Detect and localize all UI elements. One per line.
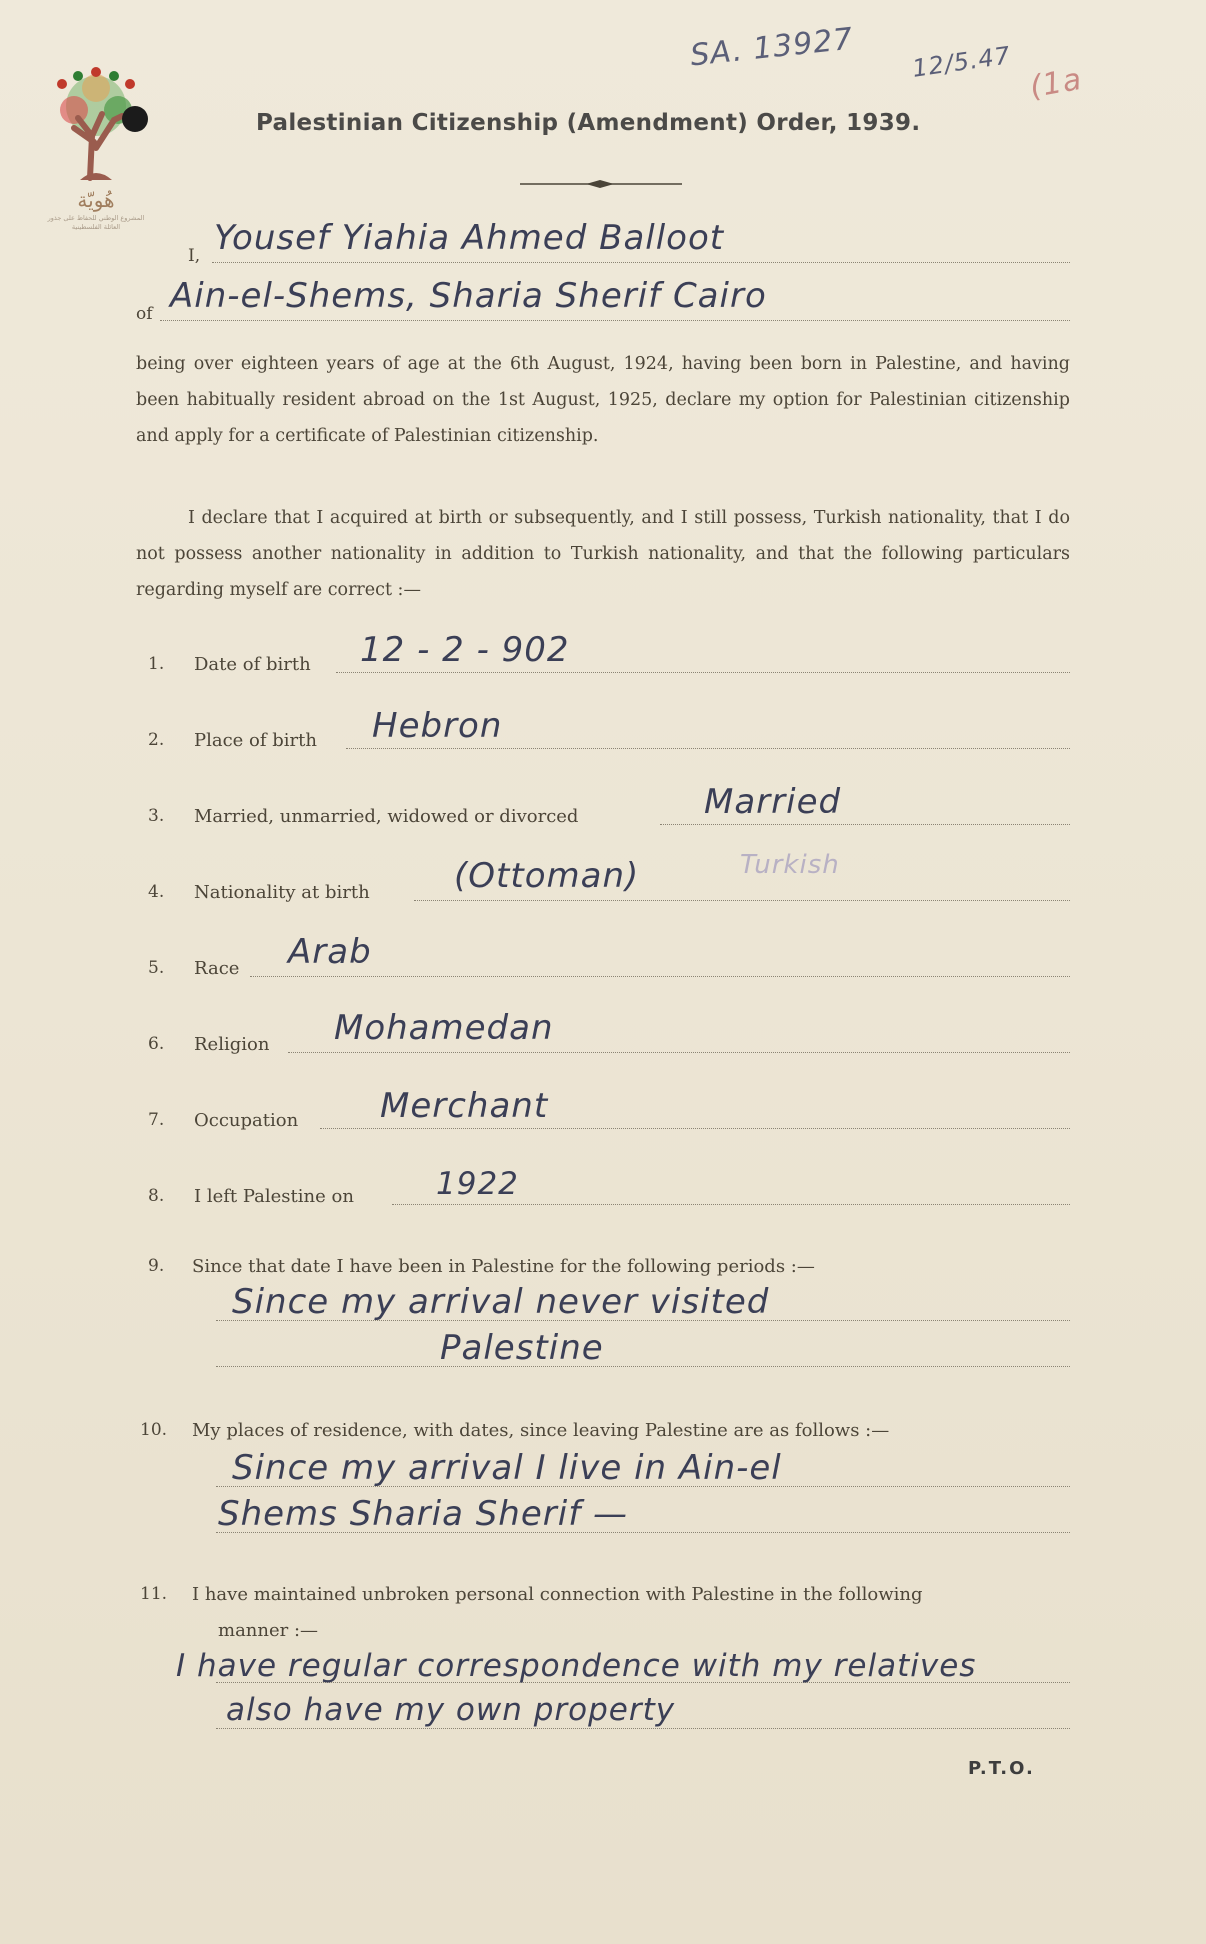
reference-number: SA. 13927 [688,21,856,74]
logo [44,58,148,248]
item-number: 11. [140,1584,168,1604]
address-prefix: of [136,304,153,324]
left-palestine-value: 1922 [436,1166,519,1202]
item-underline [216,1728,1070,1729]
residence-line-1: Since my arrival I live in Ain-el [232,1448,782,1488]
item-underline [320,1128,1070,1129]
item-label-race: Race [194,958,240,979]
address-underline [160,320,1070,321]
date-of-birth-value: 12 - 2 - 902 [360,630,570,670]
item-number: 9. [148,1256,165,1276]
item-underline [336,672,1070,673]
item-number: 8. [148,1186,165,1206]
nationality-value: (Ottoman) [454,856,640,896]
connection-line-2: also have my own property [226,1692,676,1728]
place-of-birth-value: Hebron [372,706,503,746]
logo-caption: هُويّة [77,188,115,212]
item-label-date-of-birth: Date of birth [194,654,311,675]
item-label-marital-status: Married, unmarried, widowed or divorced [194,806,579,827]
residence-line-2: Shems Sharia Sherif — [218,1494,628,1534]
item-label-religion: Religion [194,1034,270,1055]
race-value: Arab [288,932,372,972]
item-underline [216,1366,1070,1367]
please-turn-over: P.T.O. [968,1758,1035,1779]
item-number: 3. [148,806,165,826]
occupation-value: Merchant [380,1086,549,1126]
item-label-occupation: Occupation [194,1110,299,1131]
item-underline [346,748,1070,749]
item-underline [660,824,1070,825]
nationality-extra-value: Turkish [740,850,840,880]
reference-mark: (1a [1027,61,1085,106]
document-title: Palestinian Citizenship (Amendment) Order, 1939. [256,110,921,136]
item-label-places-of-residence: My places of residence, with dates, since leaving Palestine are as follows :— [192,1420,890,1441]
item-number: 2. [148,730,165,750]
connection-line-1: I have regular correspondence with my relatives [176,1648,977,1684]
item-number: 5. [148,958,165,978]
declarant-address: Ain-el-Shems, Sharia Sherif Cairo [170,276,767,316]
marital-status-value: Married [704,782,842,822]
periods-line-2: Palestine [440,1328,604,1368]
logo-subcaption: المشروع الوطني للحفاظ على جذور العائلة الفلسطينية [47,214,145,231]
declaration-paragraph-2: I declare that I acquired at birth or subsequently, and I still possess, Turkish nationality, that I do not possess another nationality in addition to Turkish nationality, and that the following particulars regarding myself are correct :— [136,508,1070,600]
item-number: 1. [148,654,165,674]
item-label-personal-connection: I have maintained unbroken personal connection with Palestine in the following [192,1584,923,1605]
periods-line-1: Since my arrival never visited [232,1282,770,1322]
punch-hole-mark [122,106,148,132]
item-number: 10. [140,1420,168,1440]
item-label-nationality-at-birth: Nationality at birth [194,882,370,903]
item-number: 4. [148,882,165,902]
item-underline [250,976,1070,977]
item-number: 7. [148,1110,165,1130]
religion-value: Mohamedan [334,1008,554,1048]
item-label-periods-in-palestine: Since that date I have been in Palestine for the following periods :— [192,1256,815,1277]
reference-date: 12/5.47 [910,41,1013,83]
item-number: 6. [148,1034,165,1054]
item-label-left-palestine: I left Palestine on [194,1186,354,1207]
name-prefix: I, [188,246,201,266]
item-underline [288,1052,1070,1053]
item-underline [392,1204,1070,1205]
item-label-place-of-birth: Place of birth [194,730,317,751]
declarant-name: Yousef Yiahia Ahmed Balloot [214,218,725,258]
item-underline [414,900,1070,901]
item-label-manner: manner :— [218,1620,319,1641]
name-underline [212,262,1070,263]
declaration-paragraph-1: being over eighteen years of age at the 6th August, 1924, having been born in Palestine, and having been habitually resident abroad on the 1st August, 1925, declare my option for Palestinian citizenship and apply for a certificate of Palestinian citizenship. [136,354,1070,446]
decorative-rule [520,178,682,190]
